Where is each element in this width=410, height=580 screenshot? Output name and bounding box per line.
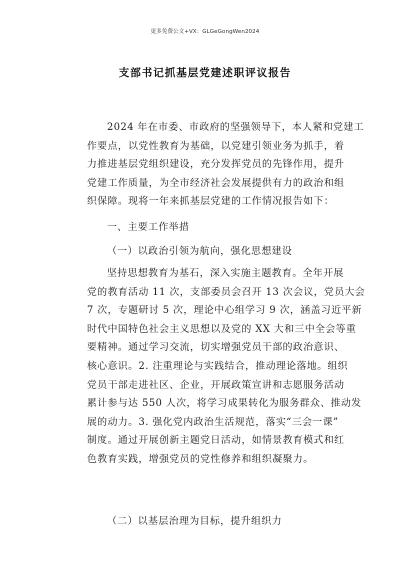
intro-line: 2024 年在市委、市政府的坚强领导下，本人紧和党建工 (107, 122, 365, 133)
paragraph-line: 时代中国特色社会主义思想以及党的 XX 大和三中全会等重 (87, 323, 357, 335)
paragraph-line: 党员干部走进社区、企业，开展政策宣讲和志愿服务活动 (87, 379, 345, 391)
intro-line: 作要点，以党性教育为基础，以党建引领业务为抓手，着 (87, 140, 345, 152)
body-paragraph (87, 265, 366, 470)
paragraph-line: 7 次，专题研讨 5 次，理论中心组学习 9 次，涵盖习近平新 (87, 305, 363, 317)
header-note: 更多免费公文+VX：GLGeGongWen2024 (150, 29, 260, 35)
intro-paragraph (87, 119, 365, 212)
paragraph-line: 核心意识。2. 注重理论与实践结合，推动理论落地。组织 (87, 360, 349, 372)
paragraph-line: 制度。通过开展创新主题党日活动，如情景教育模式和红 (87, 435, 345, 447)
intro-line: 党建工作质量，为全市经济社会发展提供有力的政治和组 (87, 177, 345, 189)
document-title: 支部书记抓基层党建述职评议报告 (118, 67, 292, 79)
subsection-heading: （一）以政治引领为航向，强化思想建设 (107, 246, 293, 257)
paragraph-line: 色教育实践，增强党员的党性修养和组织凝聚力。 (87, 453, 314, 465)
section-heading: 一、主要工作举措 (107, 222, 190, 233)
intro-line: 织保障。现将一年来抓基层党建的工作情况报告如下： (87, 196, 335, 208)
paragraph-line: 累计参与达 550 人次，将学习成果转化为服务群众、推动发 (87, 398, 362, 410)
paragraph-line: 党的教育活动 11 次，支部委员会召开 13 次会议，党员大会 (87, 286, 366, 298)
intro-line: 力推进基层党组织建设，充分发挥党员的先锋作用，提升 (87, 159, 345, 171)
paragraph-line: 展的动力。3. 强化党内政治生活规范，落实“三会一课” (87, 416, 339, 428)
paragraph-line: 坚持思想教育为基石，深入实施主题教育。全年开展 (107, 268, 344, 279)
subsection-heading: （二）以基层治理为目标，提升组织力 (107, 516, 283, 527)
paragraph-line: 要精神。通过学习交流，切实增强党员干部的政治意识、 (87, 342, 345, 354)
